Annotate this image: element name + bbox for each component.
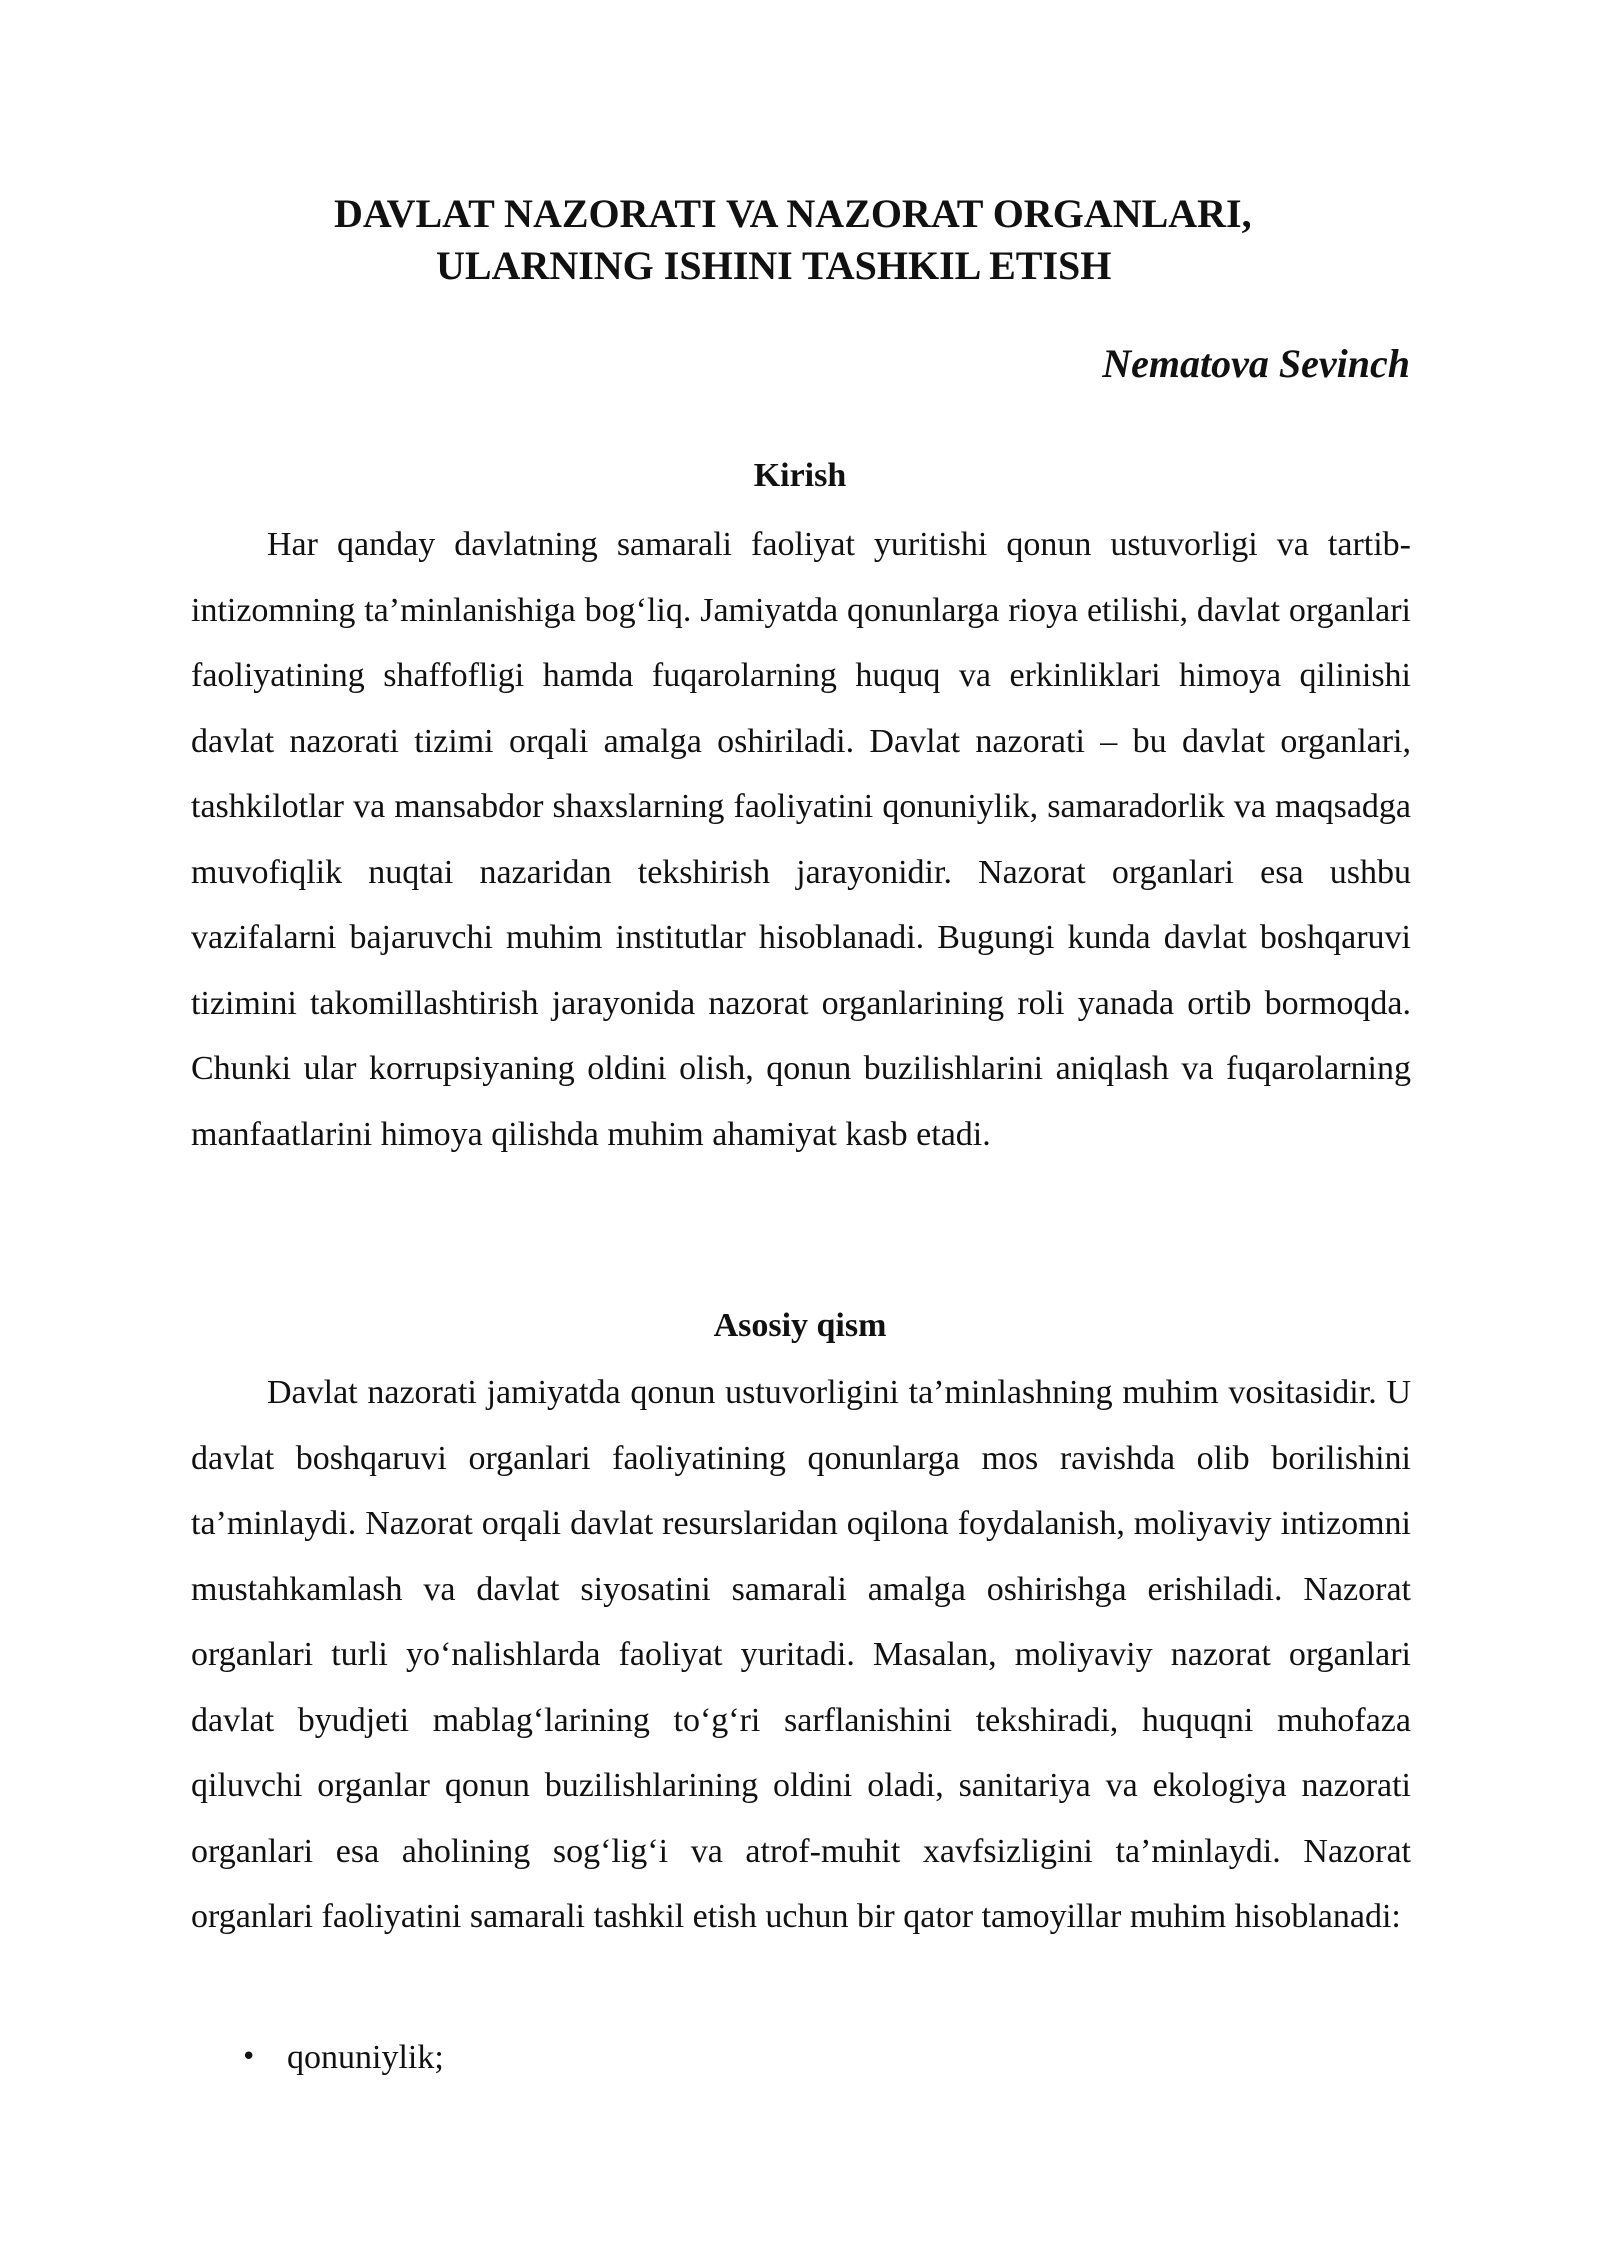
principles-list: [191, 2025, 444, 2091]
section-heading-kirish: Kirish: [753, 457, 847, 494]
title-line-1: DAVLAT NAZORATI VA NAZORAT ORGANLARI,: [334, 191, 1252, 236]
section-heading-asosiy-qism: Asosiy qism: [713, 1307, 887, 1344]
list-item: [191, 2025, 444, 2091]
title-line-2: ULARNING ISHINI TASHKIL ETISH: [436, 243, 1112, 288]
list-item-text: qonuniylik;: [287, 2039, 444, 2076]
paragraph-asosiy-qism: Davlat nazorati jamiyatda qonun ustuvorligini ta’minlashning muhim vositasidir. U davlat boshqaruvi organlari faoliyatining qonunlarga mos ravishda olib borilishini ta’minlaydi. Nazorat orqali davlat resurslaridan oqilona foydalanish, moliyaviy intizomni mustahkamlash va davlat siyosatini samarali amalga oshirishga erishiladi. Nazorat organlari turli yo‘nalishlarda faoliyat yuritadi. Masalan, moliyaviy nazorat organlari davlat byudjeti mablag‘larining to‘g‘ri sarflanishini tekshiradi, huquqni muhofaza qiluvchi organlar qonun buzilishlarining oldini oladi, sanitariya va ekologiya nazorati organlari esa aholining sog‘lig‘i va atrof-muhit xavfsizligini ta’minlaydi. Nazorat organlari faoliyatini samarali tashkil etish uchun bir qator tamoyillar muhim hisoblanadi:: [191, 1374, 1411, 1935]
author-name: Nematova Sevinch: [1102, 341, 1410, 386]
paragraph-kirish: Har qanday davlatning samarali faoliyat yuritishi qonun ustuvorligi va tartib-intizomning ta’minlanishiga bog‘liq. Jamiyatda qonunlarga rioya etilishi, davlat organlari faoliyatining shaffofligi hamda fuqarolarning huquq va erkinliklari himoya qilinishi davlat nazorati tizimi orqali amalga oshiriladi. Davlat nazorati – bu davlat organlari, tashkilotlar va mansabdor shaxslarning faoliyatini qonuniylik, samaradorlik va maqsadga muvofiqlik nuqtai nazaridan tekshirish jarayonidir. Nazorat organlari esa ushbu vazifalarni bajaruvchi muhim institutlar hisoblanadi. Bugungi kunda davlat boshqaruvi tizimini takomillashtirish jarayonida nazorat organlarining roli yanada ortib bormoqda. Chunki ular korrupsiyaning oldini olish, qonun buzilishlarini aniqlash va fuqarolarning manfaatlarini himoya qilishda muhim ahamiyat kasb etadi.: [191, 526, 1411, 1153]
bullet-icon: •: [241, 2042, 257, 2072]
